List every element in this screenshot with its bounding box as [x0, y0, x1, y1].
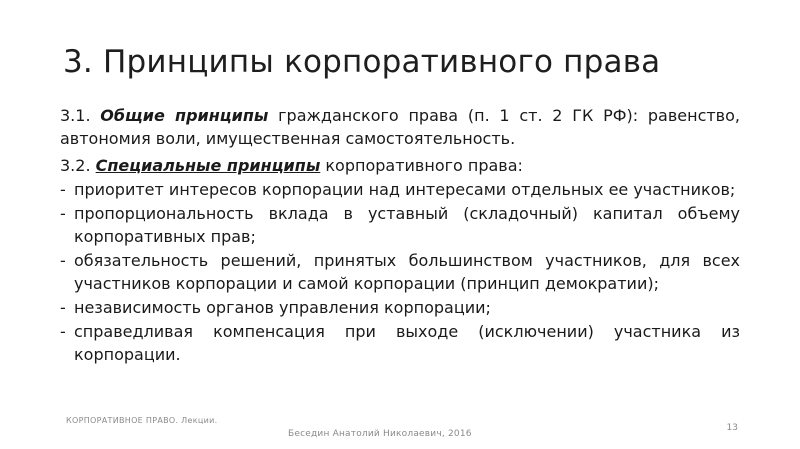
list-item-text: справедливая компенсация при выходе (исключении) участника из корпорации. — [74, 322, 740, 364]
list-item — [60, 178, 740, 201]
footer-course: КОРПОРАТИВНОЕ ПРАВО. Лекции. — [66, 416, 218, 425]
list-item-text: пропорциональность вклада в уставный (складочный) капитал объему корпоративных прав; — [74, 204, 740, 246]
paragraph-special-principles — [60, 154, 740, 177]
paragraph-number: 3.2. — [60, 156, 91, 175]
special-principles-text: корпоративного права: — [320, 156, 523, 175]
slide-title: 3. Принципы корпоративного права — [63, 44, 661, 80]
dash-marker: - — [60, 251, 66, 270]
list-item-text: обязательность решений, принятых большинством участников, для всех участников корпорации и самой корпорации (принцип демократии); — [74, 251, 740, 293]
general-principles-lead: Общие принципы — [100, 106, 269, 125]
dash-marker: - — [60, 298, 66, 317]
general-principles-text: гражданского права (п. 1 ст. 2 ГК РФ): равенство, автономия воли, имущественная самостоятельность. — [60, 106, 740, 148]
paragraph-general-principles — [60, 104, 740, 150]
list-item — [60, 249, 740, 295]
slide-body — [60, 104, 740, 367]
page-number: 13 — [726, 423, 738, 433]
list-item — [60, 296, 740, 319]
dash-marker: - — [60, 180, 66, 199]
paragraph-number: 3.1. — [60, 106, 91, 125]
list-item — [60, 202, 740, 248]
dash-marker: - — [60, 322, 66, 341]
list-item-text: приоритет интересов корпорации над интересами отдельных ее участников; — [74, 180, 736, 199]
footer-author: Беседин Анатолий Николаевич, 2016 — [288, 429, 472, 439]
special-principles-lead: Специальные принципы — [95, 156, 321, 175]
principles-list — [60, 178, 740, 366]
list-item-text: независимость органов управления корпорации; — [74, 298, 491, 317]
dash-marker: - — [60, 204, 66, 223]
list-item — [60, 320, 740, 366]
